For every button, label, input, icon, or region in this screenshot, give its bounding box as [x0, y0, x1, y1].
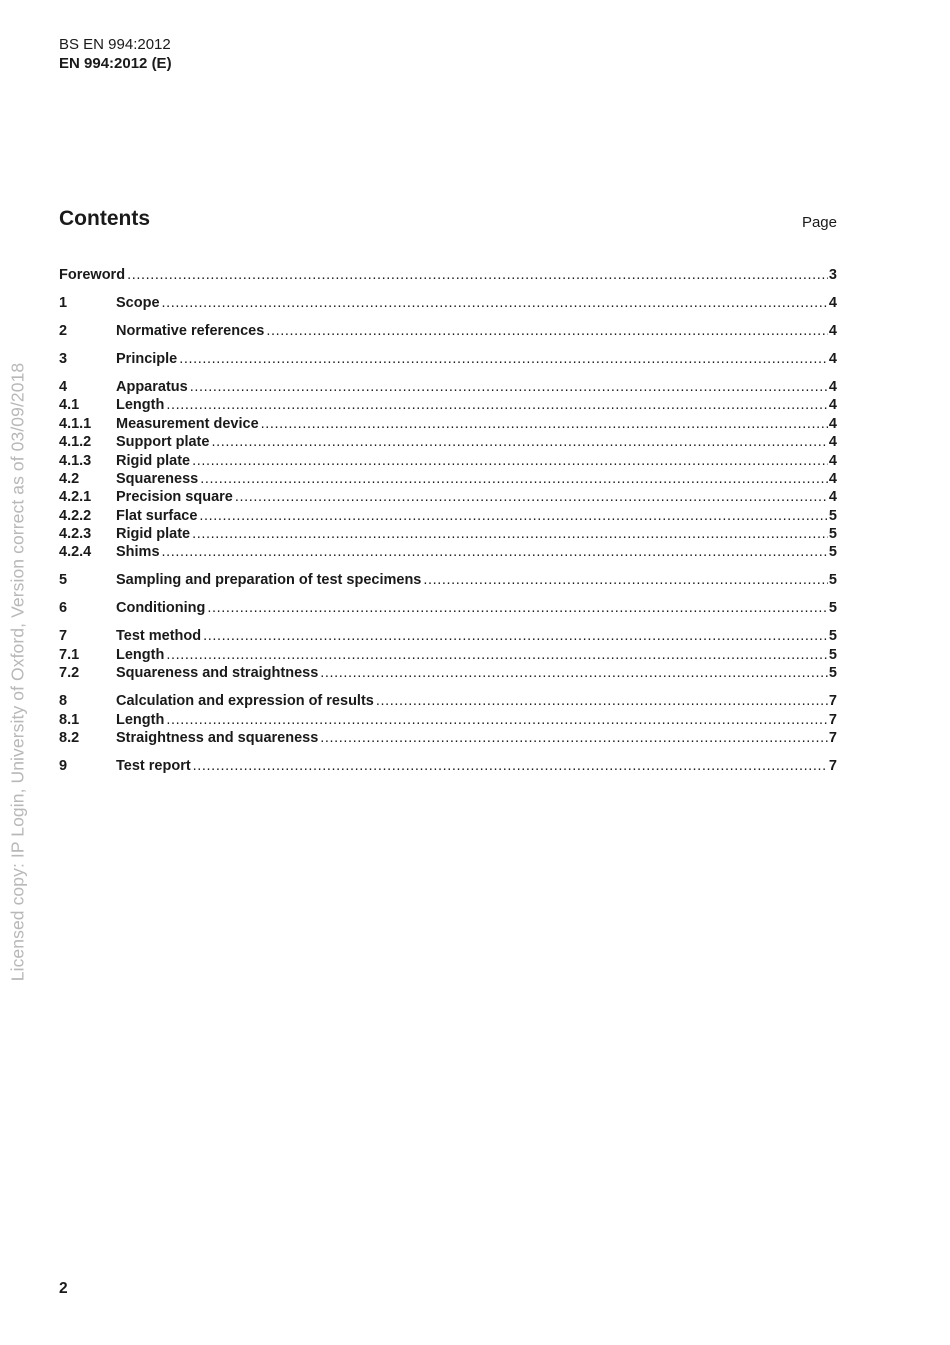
toc-entry-title: Conditioning: [116, 600, 206, 617]
toc-entry-number: 9: [59, 757, 68, 774]
toc-entry-number: 7.1: [59, 646, 80, 663]
toc-entry-page: 7: [828, 729, 837, 746]
page-number: 2: [59, 1280, 68, 1297]
document-header: [59, 35, 172, 73]
toc-entry-4-2-1[interactable]: [59, 488, 837, 506]
toc-entry-page: 5: [828, 544, 837, 561]
toc-entry-number: 4.2.4: [59, 544, 92, 561]
toc-entry-page: 3: [828, 267, 837, 283]
toc-entry-title: Principle: [116, 350, 178, 367]
toc-entry-title: Support plate: [116, 434, 210, 451]
dot-leader: [235, 488, 828, 506]
dot-leader: [423, 571, 828, 589]
toc-entry-foreword[interactable]: [59, 266, 837, 284]
dot-leader: [207, 599, 828, 617]
toc-entry-title: Calculation and expression of results: [116, 693, 374, 710]
dot-leader: [320, 729, 828, 747]
toc-entry-4-1-2[interactable]: [59, 433, 837, 451]
toc-entry-page: 5: [828, 600, 837, 617]
toc-entry-title: Length: [116, 397, 165, 414]
toc-entry-page: 5: [828, 507, 837, 524]
toc-entry-number: 4.1: [59, 397, 80, 414]
dot-leader: [190, 378, 828, 396]
toc-entry-page: 4: [828, 470, 837, 487]
toc-entry-number: 4.2: [59, 470, 80, 487]
table-of-contents: [59, 266, 837, 775]
toc-entry-number: 8.2: [59, 729, 80, 746]
toc-entry-title: Normative references: [116, 322, 265, 339]
toc-entry-page: 7: [828, 711, 837, 728]
toc-entry-number: 5: [59, 572, 68, 589]
dot-leader: [166, 646, 828, 664]
dot-leader: [162, 294, 828, 312]
dot-leader: [192, 525, 828, 543]
toc-entry-page: 7: [828, 693, 837, 710]
toc-entry-page: 4: [828, 350, 837, 367]
toc-entry-number: 4.1.3: [59, 452, 92, 469]
toc-entry-page: 4: [828, 397, 837, 414]
toc-entry-4-1[interactable]: [59, 396, 837, 414]
toc-entry-8-2[interactable]: [59, 729, 837, 747]
toc-entry-title: Squareness: [116, 470, 199, 487]
toc-entry-title: Length: [116, 646, 165, 663]
toc-entry-title: Flat surface: [116, 507, 198, 524]
toc-entry-9[interactable]: [59, 757, 837, 775]
toc-entry-4-2[interactable]: [59, 470, 837, 488]
toc-entry-page: 5: [828, 628, 837, 645]
dot-leader: [199, 507, 828, 525]
toc-entry-title: Foreword: [59, 267, 126, 283]
toc-entry-number: 4.1.2: [59, 434, 92, 451]
toc-entry-title: Straightness and squareness: [116, 729, 319, 746]
toc-entry-title: Precision square: [116, 489, 233, 506]
license-watermark-text: Licensed copy: IP Login, University of Oxford, Version correct as of 03/09/2018: [7, 362, 28, 982]
toc-entry-page: 4: [828, 294, 837, 311]
dot-leader: [192, 452, 828, 470]
toc-entry-title: Shims: [116, 544, 160, 561]
toc-entry-number: 4.2.3: [59, 526, 92, 543]
toc-entry-title: Test method: [116, 628, 202, 645]
toc-entry-number: 8: [59, 693, 68, 710]
toc-entry-page: 5: [828, 526, 837, 543]
toc-entry-page: 4: [828, 378, 837, 395]
dot-leader: [200, 470, 828, 488]
toc-entry-4[interactable]: [59, 378, 837, 396]
toc-entry-title: Scope: [116, 294, 160, 311]
toc-entry-4-2-4[interactable]: [59, 543, 837, 561]
toc-entry-title: Sampling and preparation of test specimens: [116, 572, 422, 589]
toc-entry-page: 4: [828, 434, 837, 451]
toc-entry-number: 6: [59, 600, 68, 617]
toc-entry-number: 7: [59, 628, 68, 645]
toc-entry-title: Measurement device: [116, 415, 259, 432]
dot-leader: [193, 757, 828, 775]
dot-leader: [179, 350, 828, 368]
dot-leader: [203, 627, 828, 645]
dot-leader: [320, 664, 828, 682]
toc-entry-title: Rigid plate: [116, 452, 191, 469]
toc-entry-7-2[interactable]: [59, 664, 837, 682]
toc-entry-number: 4.1.1: [59, 415, 92, 432]
toc-entry-4-1-1[interactable]: [59, 415, 837, 433]
toc-entry-number: 8.1: [59, 711, 80, 728]
toc-entry-page: 4: [828, 489, 837, 506]
toc-entry-page: 5: [828, 665, 837, 682]
toc-entry-7[interactable]: [59, 627, 837, 645]
toc-entry-number: 4: [59, 378, 68, 395]
toc-entry-number: 4.2.2: [59, 507, 92, 524]
toc-entry-8[interactable]: [59, 692, 837, 710]
toc-entry-1[interactable]: [59, 294, 837, 312]
toc-entry-number: 2: [59, 322, 68, 339]
toc-entry-number: 3: [59, 350, 68, 367]
toc-entry-title: Rigid plate: [116, 526, 191, 543]
dot-leader: [166, 711, 828, 729]
toc-entry-page: 4: [828, 452, 837, 469]
toc-entry-2[interactable]: [59, 322, 837, 340]
toc-entry-7-1[interactable]: [59, 646, 837, 664]
toc-entry-page: 4: [828, 415, 837, 432]
toc-entry-3[interactable]: [59, 350, 837, 368]
toc-entry-5[interactable]: [59, 571, 837, 589]
toc-entry-number: 4.2.1: [59, 489, 92, 506]
standard-id: BS EN 994:2012: [59, 36, 171, 53]
dot-leader: [211, 433, 827, 451]
toc-entry-number: 1: [59, 294, 68, 311]
dot-leader: [376, 692, 828, 710]
toc-entry-4-1-3[interactable]: [59, 452, 837, 470]
toc-entry-title: Squareness and straightness: [116, 665, 319, 682]
contents-heading: Contents: [59, 207, 150, 230]
toc-entry-4-2-3[interactable]: [59, 525, 837, 543]
toc-entry-title: Apparatus: [116, 378, 188, 395]
toc-entry-6[interactable]: [59, 599, 837, 617]
edition-id: EN 994:2012 (E): [59, 55, 172, 72]
toc-entry-page: 5: [828, 646, 837, 663]
toc-entry-page: 7: [828, 757, 837, 774]
toc-entry-4-2-2[interactable]: [59, 507, 837, 525]
dot-leader: [266, 322, 828, 340]
dot-leader: [162, 543, 828, 561]
toc-entry-title: Test report: [116, 757, 191, 774]
toc-entry-8-1[interactable]: [59, 711, 837, 729]
dot-leader: [166, 396, 828, 414]
toc-entry-number: 7.2: [59, 665, 80, 682]
toc-entry-page: 4: [828, 322, 837, 339]
dot-leader: [261, 415, 828, 433]
dot-leader: [127, 266, 828, 284]
toc-entry-title: Length: [116, 711, 165, 728]
toc-entry-page: 5: [828, 572, 837, 589]
page-column-label: Page: [801, 214, 837, 231]
